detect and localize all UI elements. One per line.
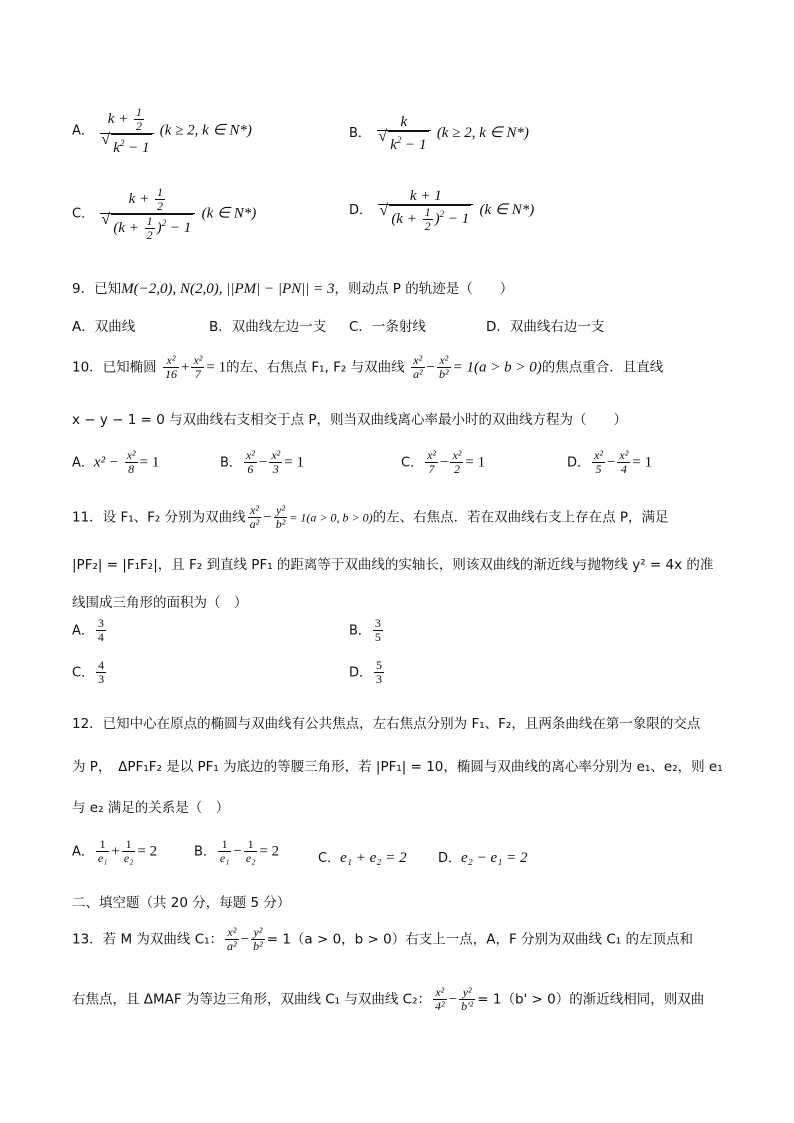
q9-option-d: D．双曲线右边一支 (486, 319, 605, 335)
fraction: k + $\frac{1}{2}$ √ $k^2 - 1$ (100, 106, 153, 156)
q11-stem-line1: 11．设 F₁、F₂ 分别为双曲线 $\frac{\text{x²}}{\text{a²}}$ − $\frac{\text{y²}}{\text{b²}}$ = 1(a > 0, b > 0)的左、右焦点．若在双曲线右支上存在点 P，满足 (72, 503, 669, 531)
q12-stem-line2: 为 P， ΔPF₁F₂ 是以 PF₁ 为底边的等腰三角形，若 |PF₁| = 10，椭圆与双曲线的离心率分别为 e₁、e₂，则 e₁ (72, 759, 723, 775)
q11-option-a: A． $\frac{3}{4}$ (72, 616, 104, 644)
q8-option-d (349, 188, 534, 233)
q10-option-a: A．x² − $\frac{\text{x²}}{8}$ = 1 (72, 448, 160, 476)
q11-option-b: B． $\frac{3}{5}$ (349, 616, 381, 644)
q10-option-b: B． $\frac{\text{x²}}{6}$ − $\frac{\text{x²}}{3}$ = 1 (220, 448, 304, 476)
condition: (k ≥ 2, k ∈ N*) (436, 125, 529, 141)
q10-option-d: D． $\frac{\text{x²}}{5}$ − $\frac{\text{x²}}{4}$ = 1 (567, 448, 653, 476)
q11-stem-line2: |PF₂| = |F₁F₂|，且 F₂ 到直线 PF₁ 的距离等于双曲线的实轴长，则该双曲线的渐近线与抛物线 y² = 4x 的准 (72, 557, 714, 573)
q12-option-c: C．e₁ + e₂ = 2 (318, 850, 407, 866)
q10-stem-line1: 10．已知椭圆 $\frac{\text{x²}}{16}$ + $\frac{\text{x²}}{7}$ = 1的左、右焦点 F₁, F₂ 与双曲线 $\frac{\text{x²}}{\text{a²}}$ − $\frac{\text{x²}}{\text{b²}}$ = 1(a > b > 0)的焦点重合．且直线 (72, 353, 664, 381)
q11-option-d: D． $\frac{5}{3}$ (349, 658, 383, 686)
q11-stem-line3: 线围成三角形的面积为（ ） (72, 595, 248, 611)
q12-option-a: A． $\frac{1}{\text{e₁}}$ + $\frac{1}{\text{e₂}}$ = 2 (72, 837, 158, 865)
q8-option-c (72, 186, 256, 242)
q8-option-b (349, 114, 529, 153)
option-label: B． (349, 126, 371, 141)
q13-stem-line2: 右焦点，且 ΔMAF 为等边三角形，双曲线 C₁ 与双曲线 C₂： $\frac{\text{x²}}{\text{4²}}$ − $\frac{\text{y²}}{\text{b'²}}$ = 1（b' > 0）的渐近线相同，则双曲 (72, 985, 705, 1013)
option-label: D． (349, 203, 373, 219)
fraction: k + $\frac{1}{2}$ √ (k + $\frac{1}{2}$ )$^2$ − 1 (100, 186, 195, 242)
option-label: A． (72, 123, 94, 139)
section-heading: 二、填空题（共 20 分，每题 5 分） (72, 895, 291, 911)
condition: (k ∈ N*) (479, 202, 535, 219)
q12-option-b: B． $\frac{1}{\text{e₁}}$ − $\frac{1}{\text{e₂}}$ = 2 (194, 837, 280, 865)
q10-option-c: C． $\frac{\text{x²}}{7}$ − $\frac{\text{x²}}{2}$ = 1 (401, 448, 486, 476)
condition: (k ∈ N*) (201, 205, 257, 222)
q13-stem-line1: 13．若 M 为双曲线 C₁： $\frac{\text{x²}}{\text{a²}}$ − $\frac{\text{y²}}{\text{b²}}$ = 1（a > 0，b > 0）右支上一点，A，F 分别为双曲线 C₁ 的左顶点和 (72, 925, 693, 953)
q8-option-a (72, 106, 252, 156)
q11-option-c: C． $\frac{4}{3}$ (72, 658, 105, 686)
q12-stem-line1: 12．已知中心在原点的椭圆与双曲线有公共焦点，左右焦点分别为 F₁、F₂，且两条曲线在第一象限的交点 (72, 716, 701, 732)
condition: (k ≥ 2, k ∈ N*) (159, 122, 252, 139)
q10-stem-line2: x − y − 1 = 0 与双曲线右支相交于点 P，则当双曲线离心率最小时的双曲线方程为（ ） (72, 412, 628, 428)
fraction: k + 1 √ (k + $\frac{1}{2}$ )$^2$ − 1 (378, 188, 473, 233)
option-label: C． (72, 206, 95, 222)
q9-option-a: A．双曲线 (72, 319, 136, 335)
fraction: k √ $k^2 - 1$ (377, 114, 430, 153)
q9-option-b: B．双曲线左边一支 (209, 319, 327, 335)
q9-math: M(−2,0), N(2,0), ||PM| − |PN|| = 3 (121, 281, 335, 297)
q12-stem-line3: 与 e₂ 满足的关系是（ ） (72, 800, 230, 816)
q9-stem: 9．已知M(−2,0), N(2,0), ||PM| − |PN|| = 3，则动点 P 的轨迹是（ ） (72, 281, 514, 297)
q12-option-d: D．e₂ − e₁ = 2 (438, 850, 528, 866)
q9-option-c: C．一条射线 (349, 319, 426, 335)
